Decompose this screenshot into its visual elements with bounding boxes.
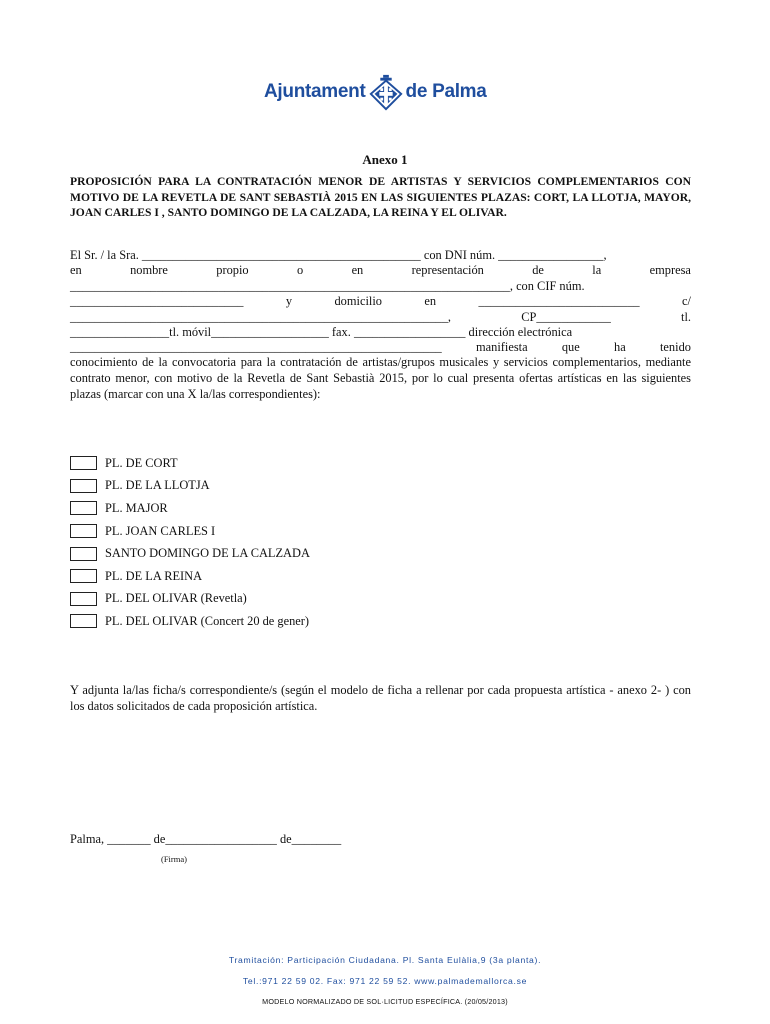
coat-of-arms-icon xyxy=(367,73,405,111)
form-line-text: en xyxy=(351,263,364,277)
form-line-text: y xyxy=(285,294,293,308)
form-line-text: __________________________ xyxy=(478,294,640,308)
plaza-option-label: PL. DE LA LLOTJA xyxy=(105,478,210,493)
form-line-text: tl. xyxy=(681,310,691,324)
signature-label: (Firma) xyxy=(161,854,187,864)
plaza-checkbox[interactable] xyxy=(70,524,97,538)
form-line-text: El Sr. / la Sra. _____________________________________________ con DNI núm. _________________, xyxy=(70,248,607,262)
plaza-option-label: PL. DE LA REINA xyxy=(105,568,203,583)
plaza-option xyxy=(70,520,310,543)
document-heading: PROPOSICIÓN PARA LA CONTRATACIÓN MENOR DE ARTISTAS Y SERVICIOS COMPLEMENTARIOS CON MOTIVO DE LA REVETLA DE SANT SEBASTIÀ 2015 EN LAS SIGUIENTES PLAZAS: CORT, LA LLOTJA, MAYOR, JOAN CARLES I , SANTO DOMINGO DE LA CALZADA, LA REINA Y EL OLIVAR. xyxy=(70,175,691,219)
form-line-text: ____________________________ xyxy=(70,294,244,308)
plaza-option-label: PL. DEL OLIVAR (Concert 20 de gener) xyxy=(105,613,310,628)
form-line-text: propio xyxy=(216,263,249,277)
form-line xyxy=(70,248,691,264)
form-line-text: ha xyxy=(614,340,626,354)
form-line xyxy=(70,279,691,295)
form-line xyxy=(70,263,691,279)
plaza-option xyxy=(70,588,310,611)
form-line-text: nombre xyxy=(130,263,168,277)
attach-paragraph: Y adjunta la/las ficha/s correspondiente/s (según el modelo de ficha a rellenar por cada propuesta artística - anexo 2- ) con los datos solicitados de cada proposición artística. xyxy=(70,683,691,713)
logo xyxy=(264,72,504,112)
form-line xyxy=(70,325,691,341)
plaza-checkbox[interactable] xyxy=(70,614,97,628)
footer-address: Tramitación: Participación Ciudadana. Pl. Santa Eulàlia,9 (3a planta). xyxy=(228,955,542,965)
form-line xyxy=(70,294,691,310)
form-line xyxy=(70,310,691,326)
plaza-option xyxy=(70,565,310,588)
plaza-checkbox[interactable] xyxy=(70,547,97,561)
form-line-text: en xyxy=(70,263,82,277)
form-line-text: CP____________ xyxy=(521,310,611,324)
logo-text-left: Ajuntament xyxy=(264,81,366,102)
plaza-options xyxy=(70,452,310,633)
form-line-text: domicilio xyxy=(334,294,382,308)
plaza-option xyxy=(70,542,310,565)
logo-text-right: de Palma xyxy=(405,81,487,102)
plaza-option xyxy=(70,610,310,633)
form-line-text: o xyxy=(297,263,304,277)
form-line-text: de xyxy=(532,263,544,277)
plaza-option-label: PL. JOAN CARLES I xyxy=(105,523,216,538)
plaza-option-label: PL. MAJOR xyxy=(105,500,168,515)
footer-contact: Tel.:971 22 59 02. Fax: 971 22 59 52. www.palmademallorca.se xyxy=(242,976,528,986)
plaza-checkbox[interactable] xyxy=(70,592,97,606)
plaza-checkbox[interactable] xyxy=(70,501,97,515)
form-line-text: _____________________________________________________________, xyxy=(70,310,452,324)
form-line-text: _______________________________________________________________________, con CIF núm. xyxy=(70,279,585,293)
footer-form-code: MODELO NORMALIZADO DE SOL·LICITUD ESPECÍFICA. (20/05/2013) xyxy=(262,997,508,1006)
form-line-text: en xyxy=(424,294,437,308)
date-line: Palma, _______ de__________________ de________ xyxy=(70,832,342,846)
plaza-option xyxy=(70,452,310,475)
plaza-checkbox[interactable] xyxy=(70,569,97,583)
form-line-text: empresa xyxy=(649,263,691,277)
plaza-checkbox[interactable] xyxy=(70,456,97,470)
plaza-option xyxy=(70,475,310,498)
document-title: Anexo 1 xyxy=(362,152,408,167)
form-line-text: representación xyxy=(411,263,484,277)
form-line-text: ________________tl. móvil___________________ fax. __________________ dirección electrónica xyxy=(70,325,573,339)
plaza-checkbox[interactable] xyxy=(70,479,97,493)
intro-paragraph: conocimiento de la convocatoria para la contratación de artistas/grupos musicales y servicios complementarios, mediante contrato menor, con motivo de la Revetla de Sant Sebastià 2015, por lo cual presenta ofertas artísticas en las siguientes plazas (marcar con una X la/las correspondientes): xyxy=(70,355,691,401)
plaza-option-label: PL. DEL OLIVAR (Revetla) xyxy=(105,591,247,606)
form-line-text: que xyxy=(561,340,580,354)
form-line-text: la xyxy=(592,263,602,277)
plaza-option-label: SANTO DOMINGO DE LA CALZADA xyxy=(105,546,310,561)
plaza-option xyxy=(70,497,310,520)
plaza-option-label: PL. DE CORT xyxy=(105,455,178,470)
form-line-text: tenido xyxy=(659,340,691,354)
form-line-text: c/ xyxy=(681,294,691,308)
form-line-text: manifiesta xyxy=(475,340,528,354)
form-line-text: ____________________________________________________________ xyxy=(70,340,442,354)
